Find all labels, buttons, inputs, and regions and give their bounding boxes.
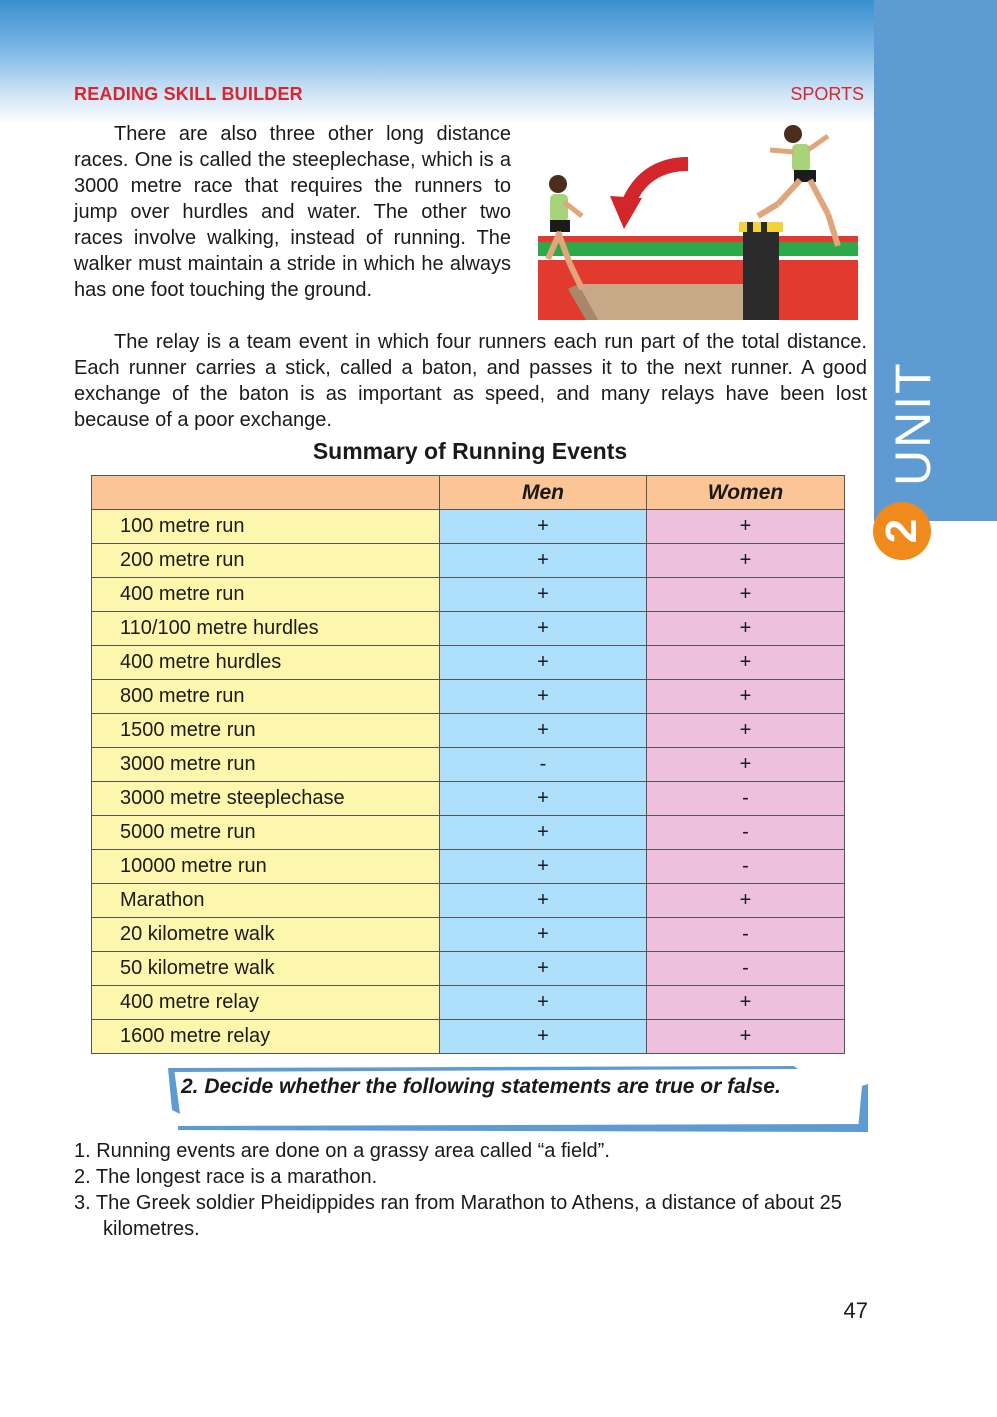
unit-number-badge: 2 <box>873 502 931 560</box>
table-row <box>92 884 845 918</box>
men-mark: + <box>440 544 647 578</box>
table-row <box>92 646 845 680</box>
table-header-row <box>92 476 845 510</box>
table-row <box>92 714 845 748</box>
men-mark: + <box>440 884 647 918</box>
men-mark: + <box>440 646 647 680</box>
men-mark: + <box>440 918 647 952</box>
women-mark: + <box>647 578 845 612</box>
men-mark: + <box>440 782 647 816</box>
men-mark: + <box>440 816 647 850</box>
section-heading: READING SKILL BUILDER <box>74 84 303 104</box>
header-men: Men <box>440 476 647 510</box>
women-mark: + <box>647 680 845 714</box>
men-mark: + <box>440 612 647 646</box>
event-name: 5000 metre run <box>92 816 440 850</box>
running-events-table <box>91 475 845 1054</box>
table-row <box>92 510 845 544</box>
header-event <box>92 476 440 510</box>
women-mark: + <box>647 544 845 578</box>
statement-list <box>74 1138 864 1242</box>
women-mark: + <box>647 714 845 748</box>
unit-label: UNIT <box>885 361 941 486</box>
page-number: 47 <box>843 1298 868 1323</box>
event-name: 200 metre run <box>92 544 440 578</box>
event-name: 110/100 metre hurdles <box>92 612 440 646</box>
list-item: 2. The longest race is a marathon. <box>74 1166 378 1188</box>
women-mark: + <box>647 986 845 1020</box>
event-name: 50 kilometre walk <box>92 952 440 986</box>
table-row <box>92 986 845 1020</box>
table-row <box>92 612 845 646</box>
header-women: Women <box>647 476 845 510</box>
list-item: 1. Running events are done on a grassy area called “a field”. <box>74 1140 610 1162</box>
women-mark: + <box>647 748 845 782</box>
event-name: 10000 metre run <box>92 850 440 884</box>
event-name: 400 metre relay <box>92 986 440 1020</box>
men-mark: + <box>440 680 647 714</box>
event-name: 3000 metre run <box>92 748 440 782</box>
table-row <box>92 578 845 612</box>
table-row <box>92 782 845 816</box>
event-name: 100 metre run <box>92 510 440 544</box>
women-mark: + <box>647 510 845 544</box>
table-row <box>92 816 845 850</box>
table-title: Summary of Running Events <box>312 438 628 464</box>
list-item: 3. The Greek soldier Pheidippides ran from Marathon to Athens, a distance of about 25 kilometres. <box>74 1192 842 1240</box>
men-mark: + <box>440 510 647 544</box>
event-name: Marathon <box>92 884 440 918</box>
women-mark: - <box>647 850 845 884</box>
table-row <box>92 748 845 782</box>
table-row <box>92 952 845 986</box>
event-name: 3000 metre steeplechase <box>92 782 440 816</box>
men-mark: + <box>440 578 647 612</box>
table-row <box>92 850 845 884</box>
women-mark: + <box>647 884 845 918</box>
event-name: 20 kilometre walk <box>92 918 440 952</box>
paragraph-steeplechase: There are also three other long distance races. One is called the steeplechase, which is a 3000 metre race that requires the runners to jump over hurdles and water. The other two races involve walking, instead of running. The walker must maintain a stride in which he always has one foot touching the ground. <box>74 123 511 301</box>
event-name: 400 metre hurdles <box>92 646 440 680</box>
men-mark: + <box>440 1020 647 1054</box>
table-row <box>92 1020 845 1054</box>
women-mark: - <box>647 816 845 850</box>
women-mark: + <box>647 612 845 646</box>
men-mark: - <box>440 748 647 782</box>
event-name: 1600 metre relay <box>92 1020 440 1054</box>
table-row <box>92 544 845 578</box>
women-mark: - <box>647 782 845 816</box>
event-name: 400 metre run <box>92 578 440 612</box>
women-mark: + <box>647 1020 845 1054</box>
men-mark: + <box>440 986 647 1020</box>
event-name: 800 metre run <box>92 680 440 714</box>
topic-heading: SPORTS <box>790 84 864 104</box>
exercise-heading: 2. Decide whether the following statements are true or false. <box>181 1075 781 1098</box>
women-mark: - <box>647 918 845 952</box>
table-row <box>92 680 845 714</box>
paragraph-relay: The relay is a team event in which four runners each run part of the total distance. Each runner carries a stick, called a baton, and passes it to the next runner. A good exchange of the baton is as important as speed, and many relays have been lost because of a poor exchange. <box>74 331 867 431</box>
women-mark: - <box>647 952 845 986</box>
women-mark: + <box>647 646 845 680</box>
men-mark: + <box>440 850 647 884</box>
event-name: 1500 metre run <box>92 714 440 748</box>
steeplechase-runners-illustration <box>538 124 858 320</box>
header-gradient-band <box>0 0 874 125</box>
table-row <box>92 918 845 952</box>
men-mark: + <box>440 952 647 986</box>
men-mark: + <box>440 714 647 748</box>
